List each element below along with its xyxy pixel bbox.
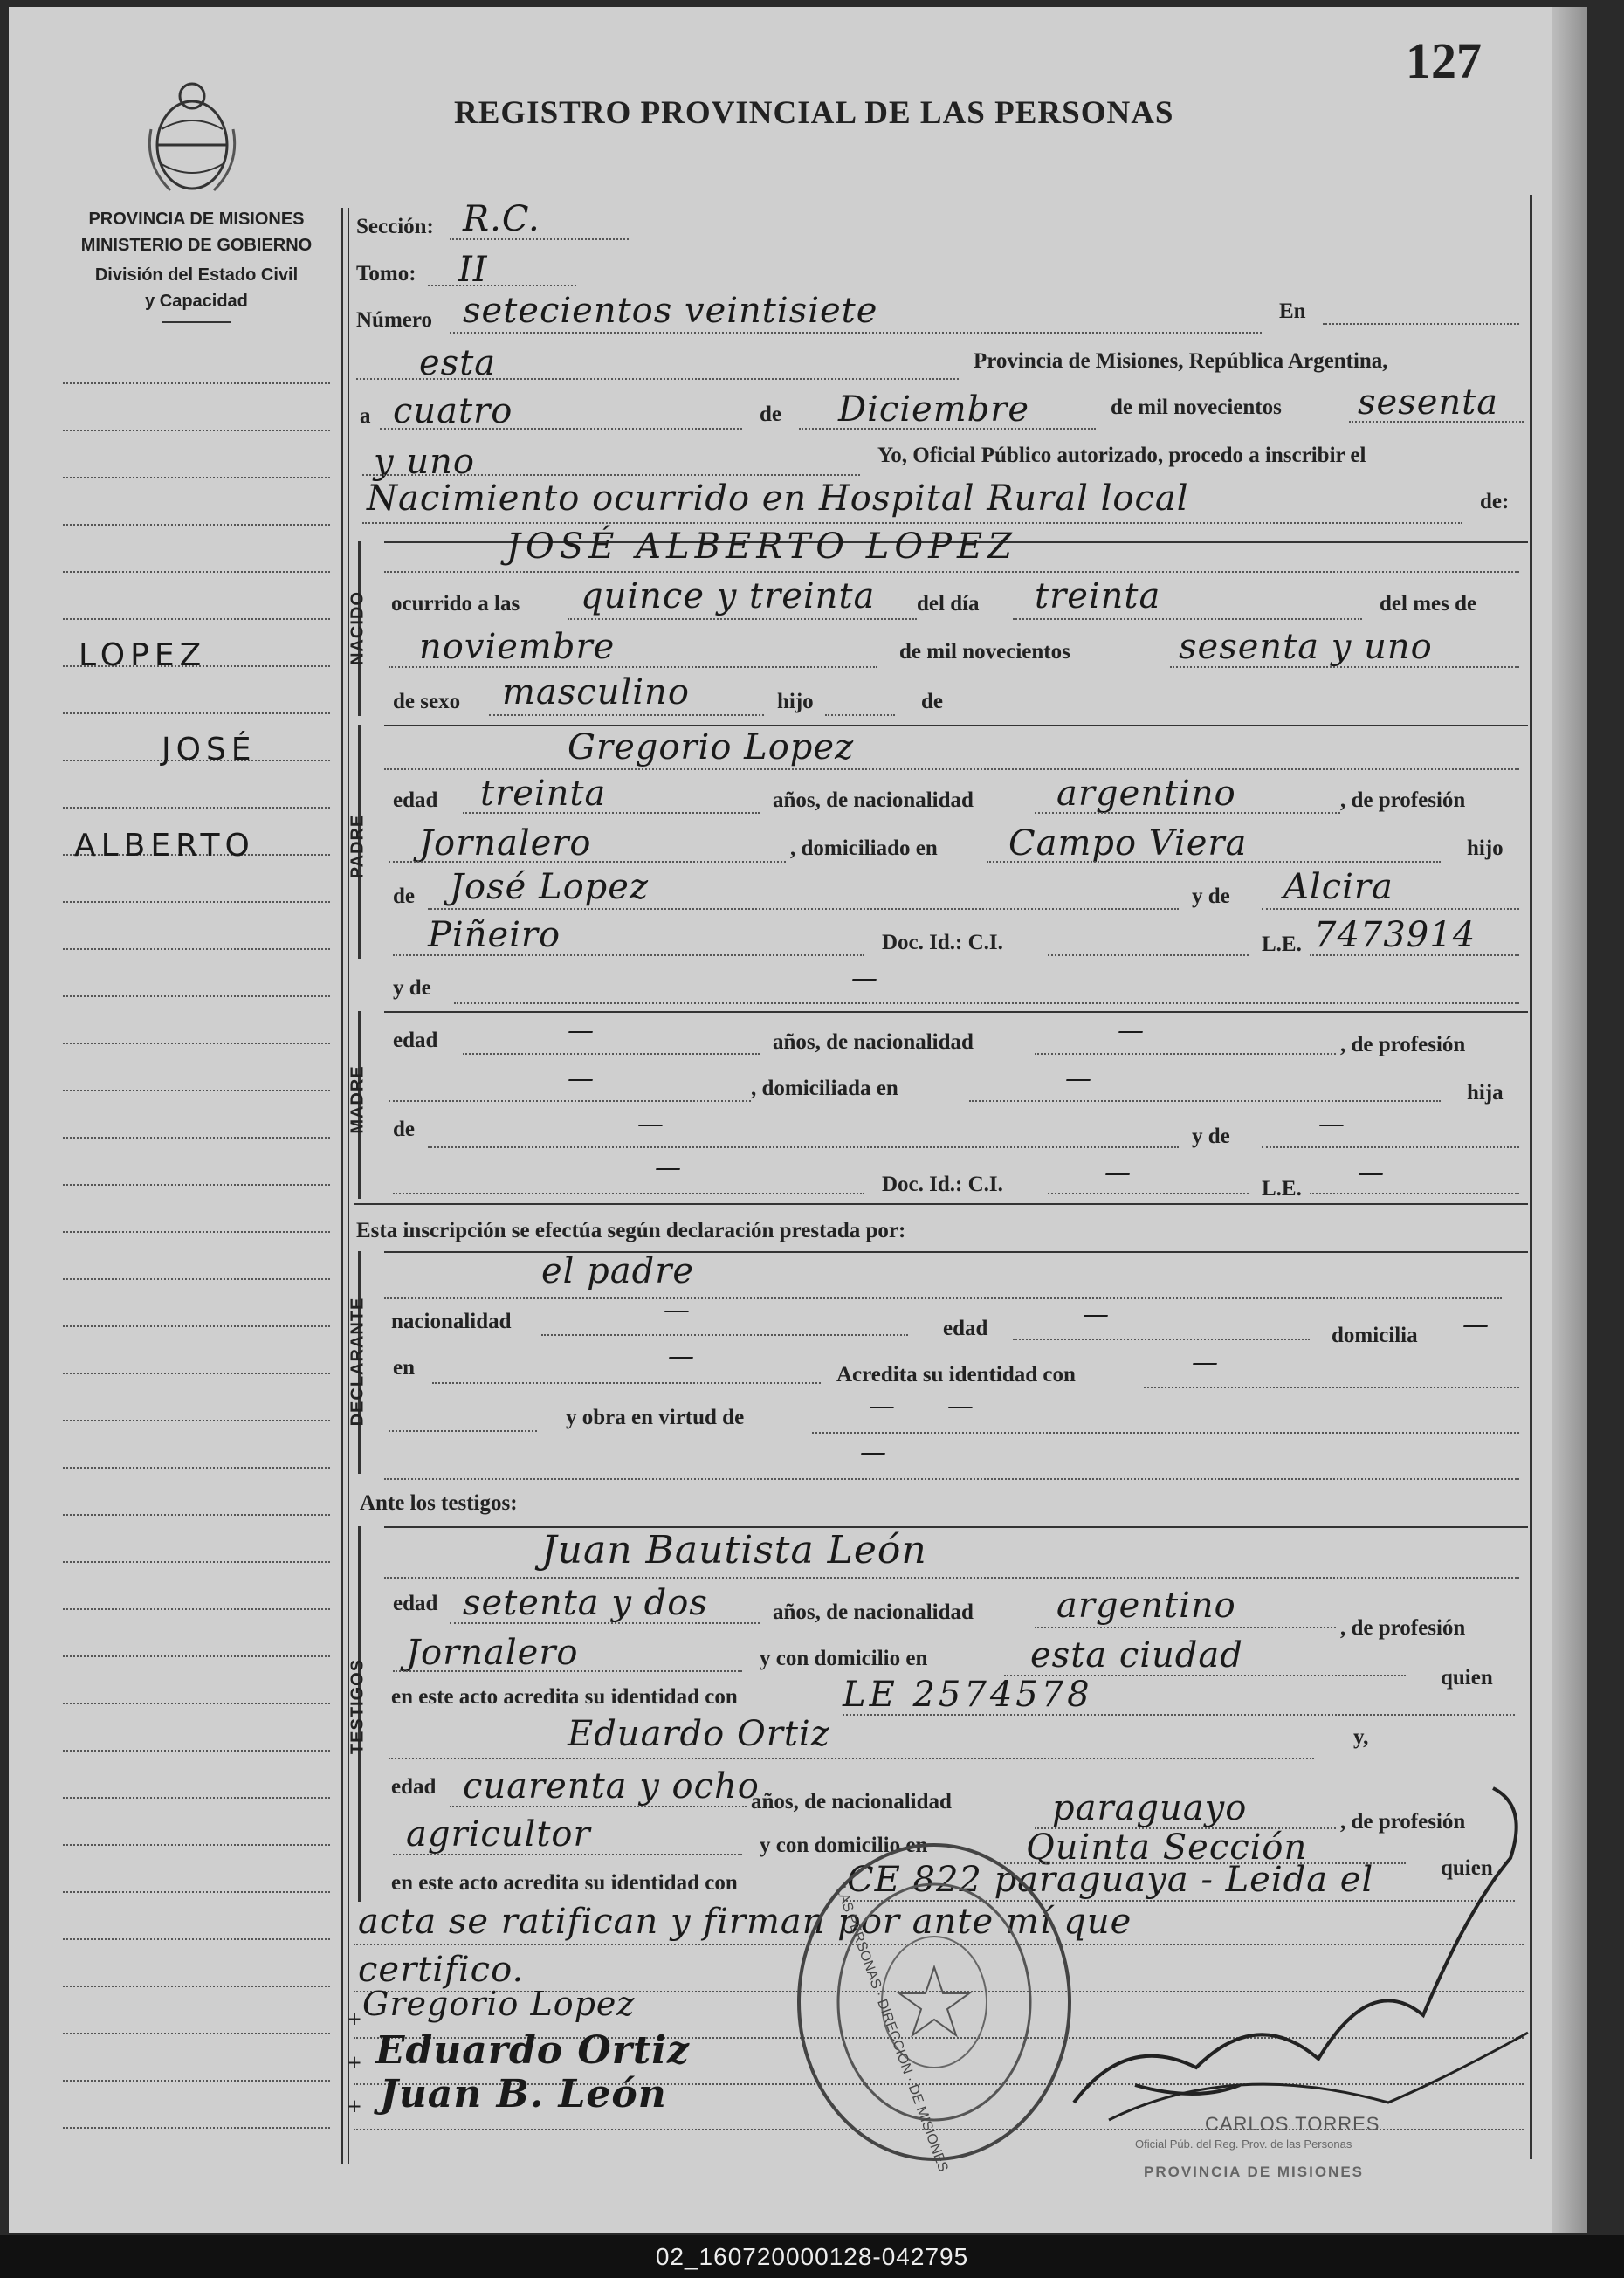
label-de-mil: de mil novecientos (1111, 396, 1282, 419)
fill-line (1013, 1339, 1310, 1340)
value-anio1: sesenta (1358, 382, 1499, 423)
fill-line (1262, 908, 1519, 910)
label-hijo: hijo (777, 690, 814, 713)
label-domiciliado: , domiciliado en (790, 836, 938, 860)
side-label-madre: MADRE (348, 1065, 368, 1134)
label-de: de (760, 403, 781, 426)
label-de3: de (393, 884, 415, 908)
fill-line (541, 1334, 908, 1336)
value-dash: — (1318, 1109, 1345, 1139)
value-dash: — (1104, 1158, 1132, 1188)
margin-rule (63, 2033, 330, 2034)
cross-mark: + (348, 2094, 361, 2121)
value-dash: — (668, 1341, 695, 1372)
fill-line (384, 1577, 1519, 1579)
value-numero: setecientos veintisiete (463, 291, 878, 331)
value-t2-nac: paraguayo (1052, 1788, 1248, 1828)
cross-mark: + (348, 2050, 361, 2077)
margin-rule (63, 1844, 330, 1846)
side-label-declarante: DECLARANTE (348, 1297, 368, 1427)
value-dash: — (860, 1437, 887, 1468)
fill-line (450, 332, 1262, 334)
value-sexo: masculino (502, 672, 690, 712)
fill-line (1144, 1387, 1519, 1388)
value-mes-nac: noviembre (419, 627, 616, 667)
value-cierre1: acta se ratifican y firman por ante mí que (358, 1902, 1132, 1942)
label-en-d: en (393, 1356, 415, 1380)
label-domicilia: domicilia (1332, 1324, 1418, 1347)
value-t1-edad: setenta y dos (463, 1583, 708, 1623)
margin-rule (63, 1561, 330, 1563)
label-de2: de (921, 690, 943, 713)
margin-rule (63, 1090, 330, 1091)
fill-line (450, 238, 629, 240)
fill-line (568, 618, 917, 620)
margin-rule (63, 618, 330, 620)
fill-line (393, 954, 864, 956)
margin-rule (63, 1514, 330, 1516)
cross-mark: + (348, 2006, 361, 2034)
label-le-m: L.E. (1262, 1177, 1302, 1201)
label-del-dia: del día (917, 592, 980, 616)
value-t1-dom: esta ciudad (1030, 1635, 1243, 1676)
value-dia: cuatro (393, 391, 513, 431)
signature-2: Eduardo Ortiz (375, 2028, 690, 2073)
margin-rule (63, 2127, 330, 2129)
fill-line (428, 1146, 1179, 1148)
value-anio2: y uno (374, 442, 475, 482)
margin-rule (63, 995, 330, 997)
label-ocurrido: ocurrido a las (391, 592, 520, 616)
image-caption: 02_160720000128-042795 (0, 2235, 1624, 2278)
value-abuela2: Piñeiro (428, 915, 561, 955)
label-edad-d: edad (943, 1317, 988, 1340)
label-doc: Doc. Id.: C.I. (882, 931, 1003, 954)
label-edad-t1: edad (393, 1592, 438, 1615)
value-abuelo: José Lopez (450, 867, 650, 907)
value-padre-le: 7473914 (1314, 915, 1476, 955)
main-left-rule-inner (348, 208, 349, 2164)
value-dash: — (1083, 1299, 1110, 1330)
label-del-mes: del mes de (1380, 592, 1477, 616)
value-padre-nac: argentino (1056, 774, 1236, 814)
fill-line (384, 768, 1519, 770)
value-t2-prof: agricultor (406, 1814, 591, 1855)
margin-rule (63, 1703, 330, 1704)
fill-line (393, 1854, 742, 1855)
margin-rule (63, 1420, 330, 1421)
label-sexo: de sexo (393, 690, 461, 713)
value-t1-doc: LE 2574578 (843, 1675, 1093, 1715)
label-a: a (360, 404, 371, 428)
fill-line (1013, 618, 1362, 620)
label-anos-nac: años, de nacionalidad (773, 788, 974, 812)
header-rule (162, 321, 231, 323)
fill-line (1310, 954, 1519, 956)
header-province: PROVINCIA DE MISIONES (88, 210, 305, 229)
padre-top-rule (384, 725, 1528, 726)
fill-line (812, 1432, 1519, 1434)
label-ante: Ante los testigos: (360, 1491, 518, 1515)
label-nacionalidad: nacionalidad (391, 1310, 512, 1333)
label-edad-t2: edad (391, 1775, 437, 1799)
fill-line (987, 861, 1441, 863)
value-dash: — (1462, 1310, 1490, 1340)
fill-line (969, 1100, 1441, 1102)
value-dash: — (568, 1015, 595, 1046)
fill-line (380, 428, 742, 430)
official-stamp (790, 1836, 1078, 2168)
fill-line (384, 1478, 1519, 1480)
value-dash: — (637, 1109, 664, 1139)
fill-line (393, 1193, 864, 1194)
value-dash: — (1118, 1015, 1145, 1046)
label-y-de: y de (1192, 884, 1230, 908)
margin-rule (63, 571, 330, 573)
margin-rule (63, 1467, 330, 1469)
margin-rule (63, 1608, 330, 1610)
label-acredita: Acredita su identidad con (836, 1363, 1076, 1387)
value-padre-dom: Campo Viera (1008, 823, 1248, 864)
margin-rule (63, 712, 330, 714)
margin-rule (63, 1655, 330, 1657)
label-y-coma: y, (1353, 1725, 1369, 1749)
fill-line (362, 522, 1462, 524)
label-domiciliada: , domiciliada en (751, 1077, 898, 1100)
value-nacimiento: Nacimiento ocurrido en Hospital Rural local (367, 478, 1189, 519)
value-cierre2: certifico. (358, 1950, 525, 1990)
margin-rule (63, 948, 330, 950)
madre-top-rule (384, 1011, 1528, 1013)
fill-line (1310, 1193, 1519, 1194)
margin-rule (63, 430, 330, 431)
margin-rule (63, 2080, 330, 2082)
fill-line (799, 428, 1096, 430)
value-testigo1: Juan Bautista León (541, 1528, 927, 1573)
margin-rule (63, 807, 330, 809)
stamp-text: LAS PERSONAS · DIRECCION · DE MISIONES (833, 1884, 951, 2174)
fill-line (393, 1670, 742, 1672)
value-dash: — (664, 1295, 691, 1325)
margin-rule (63, 524, 330, 526)
label-anos-nac-m: años, de nacionalidad (773, 1030, 974, 1054)
margin-name-second: ALBERTO (74, 828, 255, 864)
value-dash: — (851, 963, 878, 994)
madre-bottom-rule (354, 1203, 1528, 1205)
label-yo-oficial: Yo, Oficial Público autorizado, procedo a inscribir el (877, 444, 1366, 467)
side-label-testigos: TESTIGOS (348, 1658, 368, 1755)
label-provincia: Provincia de Misiones, República Argentina, (974, 349, 1388, 373)
label-anos-t2: años, de nacionalidad (751, 1790, 952, 1813)
value-dash: — (655, 1153, 682, 1183)
label-anos-t1: años, de nacionalidad (773, 1600, 974, 1624)
fill-line (432, 1382, 821, 1384)
label-de-m: de (393, 1118, 415, 1141)
value-t2-doc: CE 822 paraguaya - Leida el (847, 1860, 1374, 1900)
fill-line (1048, 1193, 1249, 1194)
value-hora: quince y treinta (581, 576, 876, 616)
value-abuela1: Alcira (1283, 867, 1393, 907)
document-sheet (9, 7, 1587, 2233)
label-le: L.E. (1262, 933, 1302, 956)
label-de-colon: de: (1480, 490, 1510, 513)
label-acredita-t2: en este acto acredita su identidad con (391, 1871, 738, 1895)
page-number: 127 (1406, 32, 1482, 89)
value-dash: — (869, 1391, 896, 1421)
label-de-mil2: de mil novecientos (899, 640, 1070, 664)
fill-line (1349, 421, 1524, 423)
value-dash: — (568, 1063, 595, 1094)
margin-rule (63, 1231, 330, 1233)
fill-line (428, 285, 576, 286)
fill-line (1262, 1146, 1519, 1148)
value-testigo2: Eduardo Ortiz (568, 1714, 830, 1754)
label-hija: hija (1467, 1081, 1504, 1105)
fill-line (1035, 1053, 1336, 1055)
label-en: En (1279, 299, 1306, 323)
fill-line (356, 378, 959, 380)
margin-name-first: JOSÉ (162, 732, 257, 767)
value-dash: — (947, 1391, 974, 1421)
value-padre: Gregorio Lopez (568, 727, 855, 767)
value-nombre: JOSÉ ALBERTO LOPEZ (506, 526, 1018, 567)
label-tomo: Tomo: (356, 262, 416, 286)
label-profesion-m: , de profesión (1340, 1033, 1466, 1056)
fill-line (1048, 954, 1249, 956)
value-t1-prof: Jornalero (406, 1633, 579, 1673)
value-t2-dom: Quinta Sección (1026, 1827, 1308, 1868)
value-dash: — (1065, 1063, 1092, 1094)
margin-rule (63, 1278, 330, 1280)
value-padre-edad: treinta (480, 774, 607, 814)
fill-line (1170, 666, 1519, 668)
signature-3: Juan B. León (380, 2072, 667, 2116)
label-edad: edad (393, 788, 438, 812)
label-profesion: , de profesión (1340, 788, 1466, 812)
margin-rule (63, 1891, 330, 1893)
label-y-de-m: y de (1192, 1125, 1230, 1148)
document-title: REGISTRO PROVINCIAL DE LAS PERSONAS (454, 95, 1174, 131)
margin-rule (63, 1797, 330, 1799)
label-edad-m: edad (393, 1029, 438, 1052)
fill-line (389, 1758, 1314, 1759)
fill-line (463, 1053, 760, 1055)
margin-rule (63, 1043, 330, 1044)
value-t2-edad: cuarenta y ocho (463, 1766, 760, 1807)
label-prof-t2: , de profesión (1340, 1810, 1466, 1834)
fill-line (454, 1002, 1519, 1004)
fill-line (362, 474, 860, 476)
label-quien-t2: quien (1441, 1856, 1493, 1880)
label-numero: Número (356, 308, 433, 332)
label-obra: y obra en virtud de (566, 1406, 745, 1429)
signature-1: Gregorio Lopez (362, 1985, 636, 2023)
value-seccion: R.C. (463, 199, 540, 239)
margin-rule (63, 1986, 330, 1987)
fill-line (389, 1430, 537, 1432)
label-inscripcion: Esta inscripción se efectúa según declaración prestada por: (356, 1219, 906, 1242)
fill-line (384, 1297, 1502, 1299)
value-padre-prof: Jornalero (419, 823, 592, 864)
margin-rule (63, 1750, 330, 1752)
main-left-rule (341, 208, 343, 2164)
margin-rule (63, 1373, 330, 1374)
margin-rule (63, 477, 330, 478)
fill-line (389, 861, 786, 863)
margin-rule (63, 1325, 330, 1327)
fill-line (825, 714, 895, 716)
official-name: CARLOS TORRES (1205, 2113, 1380, 2135)
margin-name-surname: LOPEZ (79, 637, 207, 673)
label-domicilio-t1: y con domicilio en (760, 1647, 928, 1670)
margin-rule (63, 901, 330, 903)
value-mes: Diciembre (838, 389, 1030, 430)
side-label-padre: PADRE (348, 814, 368, 879)
label-seccion: Sección: (356, 215, 434, 238)
official-province: PROVINCIA DE MISIONES (1144, 2164, 1365, 2180)
label-quien-t1: quien (1441, 1666, 1493, 1690)
label-prof-t1: , de profesión (1340, 1616, 1466, 1640)
header-capacidad: y Capacidad (145, 292, 248, 311)
fill-line (1323, 323, 1519, 325)
fill-line (428, 908, 1179, 910)
margin-rule (63, 382, 330, 384)
official-title: Oficial Púb. del Reg. Prov. de las Personas (1135, 2137, 1352, 2151)
value-en: esta (419, 343, 497, 383)
label-acredita-t1: en este acto acredita su identidad con (391, 1685, 738, 1709)
side-label-nacido: NACIDO (348, 591, 368, 665)
label-y-de2: y de (393, 976, 431, 1000)
official-signature (1056, 1771, 1545, 2137)
label-domicilio-t2: y con domicilio en (760, 1834, 928, 1857)
fill-line (450, 1806, 747, 1807)
fill-line (1035, 812, 1340, 814)
margin-rule (63, 1938, 330, 1940)
fill-line (384, 571, 1519, 573)
value-dash: — (1358, 1158, 1385, 1188)
header-division: División del Estado Civil (94, 265, 299, 285)
margin-rule (63, 1137, 330, 1139)
value-tomo: II (458, 250, 488, 290)
value-dia-nac: treinta (1035, 576, 1161, 616)
label-hijo2: hijo (1467, 836, 1504, 860)
value-declarante: el padre (541, 1251, 695, 1291)
fill-line (1035, 1627, 1336, 1628)
value-dash: — (1192, 1347, 1219, 1378)
fill-line (389, 1100, 751, 1102)
fill-line (389, 666, 877, 668)
label-doc-m: Doc. Id.: C.I. (882, 1173, 1003, 1196)
coat-of-arms-emblem (144, 77, 240, 199)
fill-line (843, 1714, 1515, 1716)
fill-line (463, 812, 760, 814)
value-anio-nac: sesenta y uno (1179, 627, 1433, 667)
margin-rule (63, 1184, 330, 1186)
fill-line (489, 714, 764, 716)
fill-line (450, 1622, 760, 1624)
value-t1-nac: argentino (1056, 1586, 1236, 1626)
header-ministry: MINISTERIO DE GOBIERNO (80, 236, 313, 255)
